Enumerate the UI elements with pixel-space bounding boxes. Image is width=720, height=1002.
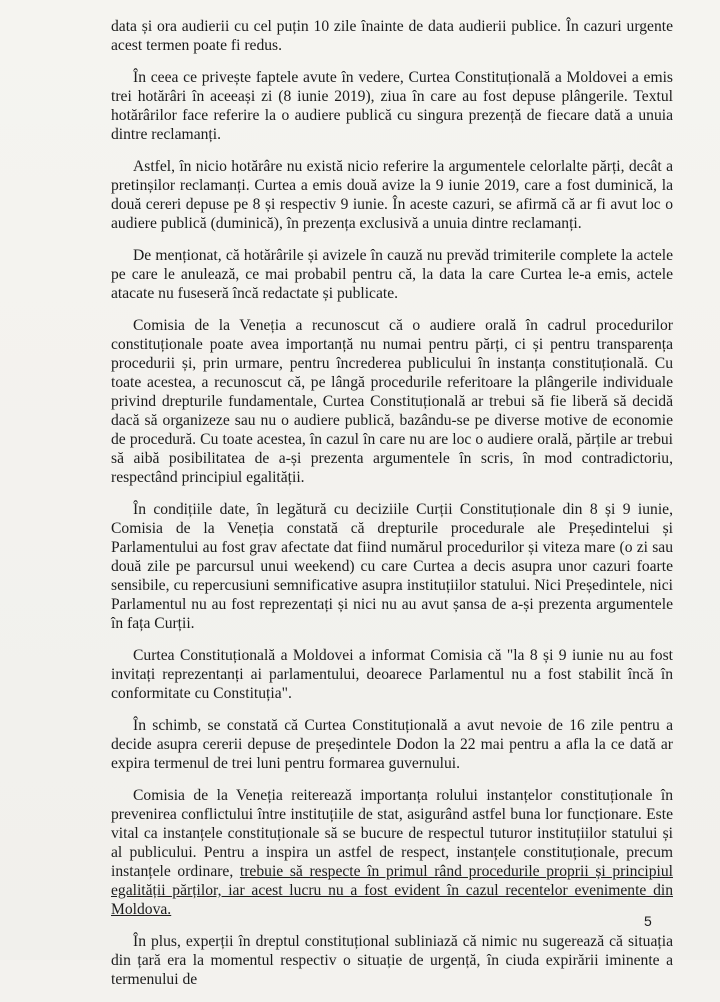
paragraph: În plus, experții în dreptul constituțional subliniază că nimic nu sugerează că situația din țară era la momentul respectiv o situație de urgență, în ciuda expirării iminente a termenului de bbox=[111, 933, 673, 988]
paragraph: În condițiile date, în legătură cu deciziile Curții Constituționale din 8 și 9 iunie, Comisia de la Veneția constată că drepturile procedurale ale Președintelui și Parlamentului au fost grav afectate dat fiind numărul procedurilor și viteza mare (o zi sau două zile pe parcursul unui weekend) cu care Curtea a decis asupra unor cazuri foarte sensibile, cu repercusiuni semnificative asupra instituțiilor statului. Nici Președintele, nici Parlamentul nu au fost reprezentați și nici nu au avut șansa de a-și prezenta argumentele în fața Curții. bbox=[111, 501, 673, 632]
paragraph: De menționat, că hotărârile și avizele în cauză nu prevăd trimiterile complete la actele pe care le anulează, ce mai probabil pentru că, la data la care Curtea le-a emis, actele atacate nu fuseseră încă redactate și publicate. bbox=[111, 247, 673, 302]
paragraph: Astfel, în nicio hotărâre nu există nicio referire la argumentele celorlalte părți, decât a pretinșilor reclamanți. Curtea a emis două avize la 9 iunie 2019, care a fost duminică, la două cereri depuse pe 8 și respectiv 9 iunie. În aceste cazuri, se afirmă că ar fi avut loc o audiere publică (duminică), în prezența exclusivă a unuia dintre reclamanți. bbox=[111, 158, 673, 232]
paragraph: data și ora audierii cu cel puțin 10 zile înainte de data audierii publice. În cazuri urgente acest termen poate fi redus. bbox=[111, 18, 673, 54]
paragraph: În ceea ce privește faptele avute în vedere, Curtea Constituțională a Moldovei a emis trei hotărâri în aceeași zi (8 iunie 2019), ziua în care au fost depuse plângerile. Textul hotărârilor face referire la o audiere publică cu singura prezență de fiecare dată a unuia dintre reclamanți. bbox=[111, 69, 673, 143]
paragraph: Comisia de la Veneția a recunoscut că o audiere orală în cadrul procedurilor constituționale poate avea importanță nu numai pentru părți, ci și pentru transparența procedurii și, prin urmare, pentru încrederea publicului în instanța constituțională. Cu toate acestea, a recunoscut că, pe lângă procedurile referitoare la plângerile individuale privind drepturile fundamentale, Curtea Constituțională ar trebui să fie liberă să decidă dacă să organizeze sau nu o audiere publică, bazându-se pe diverse motive de economie de procedură. Cu toate acestea, în cazul în care nu are loc o audiere orală, părțile ar trebui să aibă posibilitatea de a-și prezenta argumentele în scris, în mod contradictoriu, respectând principiul egalității. bbox=[111, 317, 673, 486]
paragraph: În schimb, se constată că Curtea Constituțională a avut nevoie de 16 zile pentru a decide asupra cererii depuse de președintele Dodon la 22 mai pentru a afla la ce dată ar expira termenul de trei luni pentru formarea guvernului. bbox=[111, 717, 673, 772]
paragraph: Curtea Constituțională a Moldovei a informat Comisia că "la 8 și 9 iunie nu au fost invitați reprezentanți ai parlamentului, deoarece Parlamentul nu a fost stabilit încă în conformitate cu Constituția". bbox=[111, 647, 673, 702]
page-number: 5 bbox=[644, 913, 652, 929]
document-body bbox=[111, 17, 673, 1002]
underlined-text: trebuie să respecte în primul rând procedurile proprii și principiul egalității părților, iar acest lucru nu a fost evident în cazul recentelor evenimente din Moldova. bbox=[111, 863, 673, 918]
paragraph bbox=[111, 786, 673, 919]
paragraph-text: Comisia de la Veneția reiterează importanța rolului instanțelor constituționale în prevenirea conflictului între instituțiile de stat, asigurând astfel buna lor funcționare. Este vital ca instanțele constituționale să se bucure de respectul tuturor instituțiilor statului și al publicului. Pentru a inspira un astfel de respect, instanțele constituționale, precum instanțele ordinare, bbox=[111, 787, 673, 880]
